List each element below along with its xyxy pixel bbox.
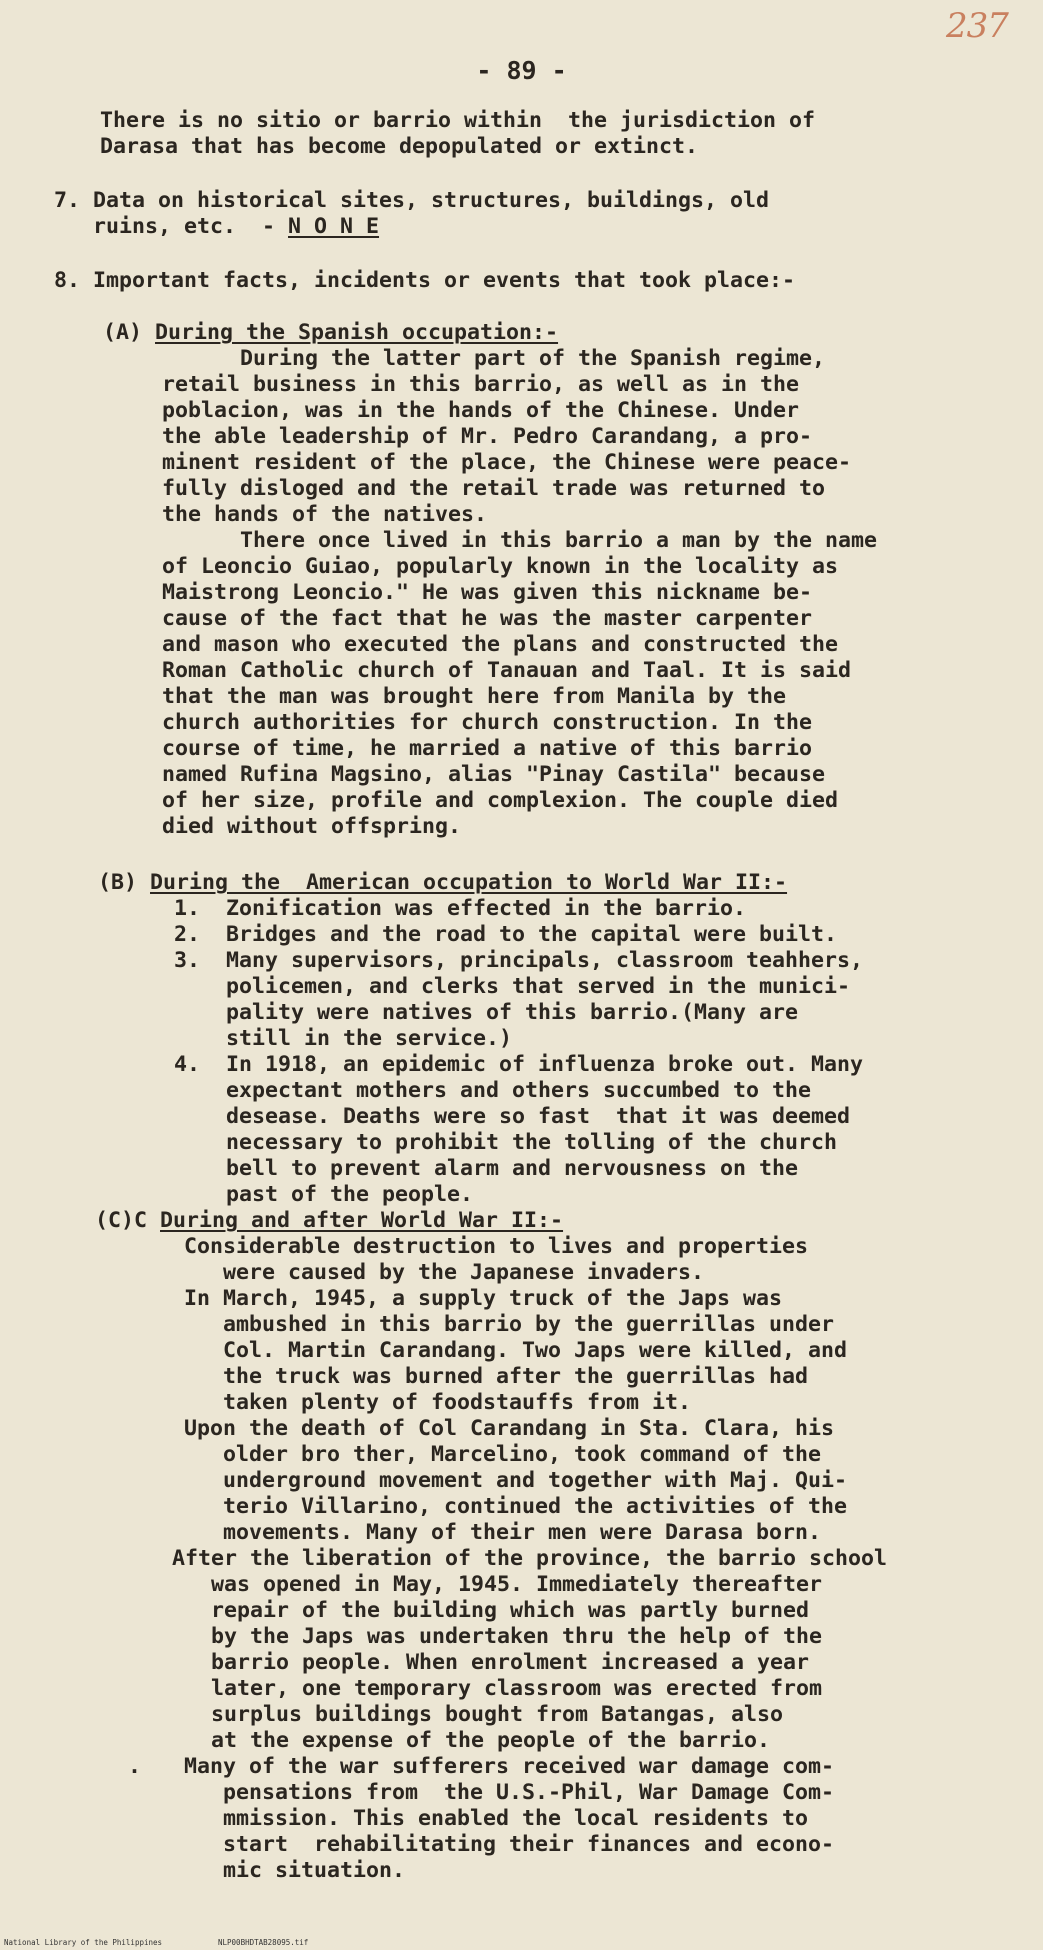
section-b-line: pality were natives of this barrio.(Many are <box>174 1000 799 1025</box>
section-a-line: During the latter part of the Spanish regime, <box>240 346 826 371</box>
section-b-line: bell to prevent alarm and nervousness on the <box>174 1156 799 1181</box>
section-c-line: Upon the death of Col Carandang in Sta. Clara, his <box>184 1416 835 1441</box>
section-c-line: were caused by the Japanese invaders. <box>184 1260 705 1285</box>
section-a-line: the able leadership of Mr. Pedro Carandang, a pro- <box>162 424 813 449</box>
intro-line: There is no sitio or barrio within the jurisdiction of <box>100 108 816 133</box>
section-b-line: necessary to prohibit the tolling of the church <box>174 1130 838 1155</box>
intro-line: Darasa that has become depopulated or extinct. <box>100 134 699 159</box>
section-a-line: Maistrong Leoncio." He was given this nickname be- <box>162 580 813 605</box>
section-a-line: There once lived in this barrio a man by the name <box>240 528 878 553</box>
section-b-heading: (B) During the American occupation to World War II:- <box>98 870 788 895</box>
item-7-answer: N O N E <box>288 214 380 239</box>
section-c-line: Col. Martin Carandang. Two Japs were killed, and <box>184 1338 848 1363</box>
section-c-line: mmission. This enabled the local residents to <box>184 1806 809 1831</box>
section-c-line: pensations from the U.S.-Phil, War Damage Com- <box>184 1780 835 1805</box>
section-c-line: mic situation. <box>184 1858 406 1883</box>
section-c-line: After the liberation of the province, the barrio school <box>172 1546 888 1571</box>
page-number: - 89 - <box>476 56 567 85</box>
section-b-line: 1. Zonification was effected in the barrio. <box>174 896 747 921</box>
section-b-line: past of the people. <box>174 1182 474 1207</box>
section-c-line: movements. Many of their men were Darasa born. <box>184 1520 822 1545</box>
section-a-line: Roman Catholic church of Tanauan and Taal. It is said <box>162 658 852 683</box>
section-a-line: minent resident of the place, the Chinese were peace- <box>162 450 852 475</box>
section-c-line: Many of the war sufferers received war damage com- <box>184 1754 835 1779</box>
section-c-line: the truck was burned after the guerrillas had <box>184 1364 809 1389</box>
section-c-line: In March, 1945, a supply truck of the Japs was <box>184 1286 783 1311</box>
section-c-line: at the expense of the people of the barrio. <box>172 1728 771 1753</box>
section-a-line: named Rufina Magsino, alias "Pinay Castila" because <box>162 762 826 787</box>
section-a-line: of her size, profile and complexion. The couple died <box>162 788 839 813</box>
section-b-line: policemen, and clerks that served in the munici- <box>174 974 851 999</box>
section-a-line: retail business in this barrio, as well as in the <box>162 372 800 397</box>
footer-file-id: NLP00BHDTAB28095.tif <box>218 1938 309 1947</box>
section-c-bullet: . <box>128 1754 142 1779</box>
section-b-line: 2. Bridges and the road to the capital were built. <box>174 922 838 947</box>
section-b-line: 4. In 1918, an epidemic of influenza broke out. Many <box>174 1052 864 1077</box>
section-c-heading: (C)C During and after World War II:- <box>95 1208 564 1233</box>
section-a-line: cause of the fact that he was the master carpenter <box>162 606 813 631</box>
footer-library-name: National Library of the Philippines <box>4 1938 163 1947</box>
section-c-line: ambushed in this barrio by the guerrillas under <box>184 1312 835 1337</box>
item-7-line: 7. Data on historical sites, structures, buildings, old <box>54 188 770 213</box>
section-a-line: of Leoncio Guiao, popularly known in the locality as <box>162 554 839 579</box>
section-a-line: and mason who executed the plans and constructed the <box>162 632 839 657</box>
section-a-line: fully disloged and the retail trade was returned to <box>162 476 826 501</box>
section-b-line: desease. Deaths were so fast that it was deemed <box>174 1104 851 1129</box>
section-c-line: start rehabilitating their finances and econo- <box>184 1832 835 1857</box>
section-b-line: 3. Many supervisors, principals, classroom teahhers, <box>174 948 864 973</box>
section-c-line: surplus buildings bought from Batangas, also <box>172 1702 784 1727</box>
item-7-line: ruins, etc. - N O N E <box>54 214 380 239</box>
section-c-line: later, one temporary classroom was erected from <box>172 1676 823 1701</box>
section-c-line: was opened in May, 1945. Immediately thereafter <box>172 1572 823 1597</box>
section-b-line: still in the service.) <box>174 1026 513 1051</box>
section-b-line: expectant mothers and others succumbed to the <box>174 1078 812 1103</box>
section-a-heading: (A) During the Spanish occupation:- <box>103 320 559 345</box>
handwritten-page-number: 237 <box>946 6 1008 46</box>
section-c-line: repair of the building which was partly burned <box>172 1598 810 1623</box>
section-c-line: by the Japs was undertaken thru the help of the <box>172 1624 823 1649</box>
section-c-line: barrio people. When enrolment increased a year <box>172 1650 810 1675</box>
section-c-line: terio Villarino, continued the activities of the <box>184 1494 848 1519</box>
section-a-line: the hands of the natives. <box>162 502 488 527</box>
section-a-line: poblacion, was in the hands of the Chinese. Under <box>162 398 800 423</box>
item-8-heading: 8. Important facts, incidents or events that took place:- <box>54 268 796 293</box>
section-c-line: older bro ther, Marcelino, took command of the <box>184 1442 822 1467</box>
section-c-line: underground movement and together with Maj. Qui- <box>184 1468 848 1493</box>
section-a-line: church authorities for church construction. In the <box>162 710 813 735</box>
section-a-line: course of time, he married a native of this barrio <box>162 736 813 761</box>
section-c-line: Considerable destruction to lives and properties <box>184 1234 809 1259</box>
section-c-line: taken plenty of foodstauffs from it. <box>184 1390 692 1415</box>
section-a-line: died without offspring. <box>162 814 462 839</box>
section-a-line: that the man was brought here from Manila by the <box>162 684 787 709</box>
